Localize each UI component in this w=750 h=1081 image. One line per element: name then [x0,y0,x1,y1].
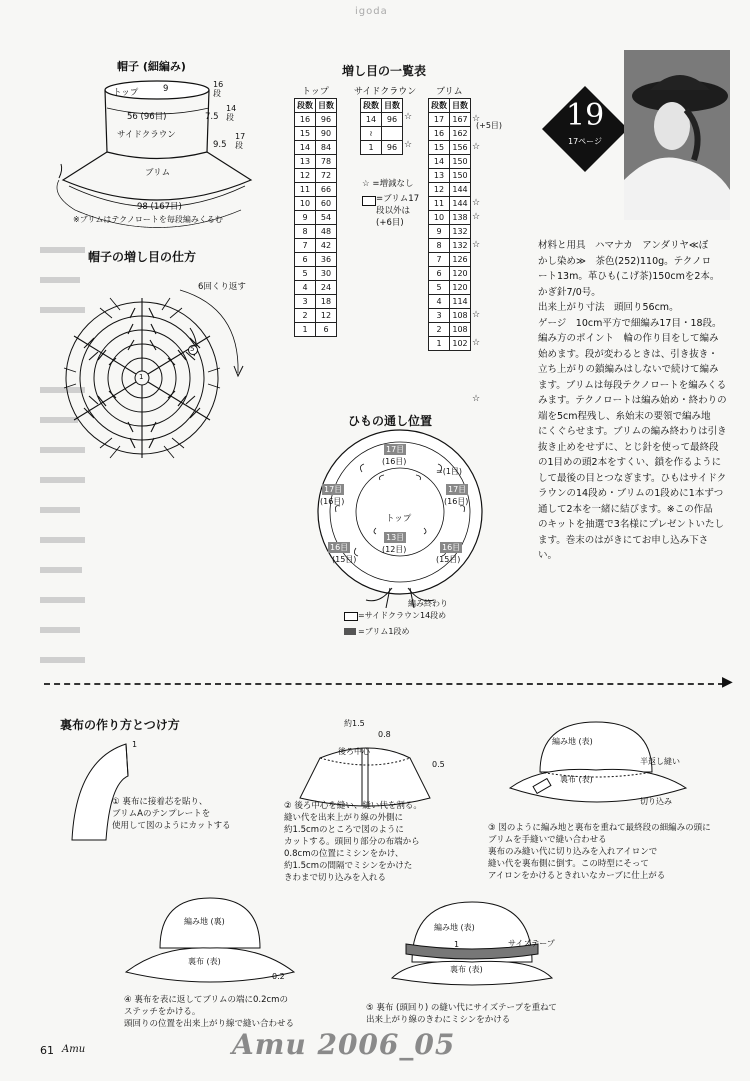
cord-15a: (15目) [332,555,357,564]
table-cell: 96 [382,141,403,155]
text-line: 通して2本を一緒に結びます。※この作品 [538,503,713,515]
step5-label-a: 編み地 (表) [434,923,475,932]
text-line: ③ 図のように編み地と裏布を重ねて最終段の細編みの頭に [488,823,711,833]
step5-label-c: 1 [454,940,460,949]
table-cell: 108 [450,309,471,323]
step1-label: 1 [132,740,138,749]
page-number: 61 [40,1044,54,1057]
text-line: 裏布のみ縫い代に切り込みを入れアイロンで [488,847,658,857]
cord-top: トップ [386,514,412,524]
table-cell: 30 [316,267,337,281]
legend-crown-swatch [344,612,358,621]
hdr-rows: 段数 [429,99,450,113]
text-line: ート13m。革ひも(こげ茶)150cmを2本。 [538,271,720,282]
step3-label-d: 切り込み [640,797,672,806]
table-row [429,155,471,169]
table-cell: ≀ [361,127,382,141]
step5-label-b: サイズテープ [508,939,555,948]
table-row [295,141,337,155]
table-row [429,141,471,155]
table-cell: 13 [429,169,450,183]
table-cell: 11 [295,183,316,197]
table-cell: 13 [295,155,316,169]
legend-box [362,196,376,206]
text-line: のキットを抽選で3名様にプレゼントいたし [538,519,724,530]
table-cell: 120 [450,281,471,295]
text-line: ます。ブリムは毎段テクノロートを編みくる [538,379,727,391]
table-cell: 60 [316,197,337,211]
step4-label-c: 0.2 [272,972,285,981]
increase-label-1: 1 [139,373,144,381]
text-line: の1目めの頭2本をすくい、鎖を作るように [538,457,722,468]
table-cell: 78 [316,155,337,169]
cord-16b: (16目) [320,497,345,506]
step5-label-d: 裏布 (表) [450,965,483,974]
table-cell: 5 [295,267,316,281]
product-number: 19 [566,98,605,133]
table-cell: 8 [295,225,316,239]
star-icon: ☆ [472,142,481,152]
table-row [295,323,337,337]
table-row [429,127,471,141]
hat-label-crown: サイドクラウン [117,130,176,140]
table-cell: 1 [295,323,316,337]
star-icon: ☆ [472,114,481,124]
table-row [429,225,471,239]
step1-pattern [66,740,186,850]
hdr-stitches: 目数 [382,99,403,113]
table-row [361,141,403,155]
table-cell: 14 [429,155,450,169]
table-row [429,211,471,225]
text-line: して最後の目とつなぎます。ひもはサイドク [538,472,727,484]
step2-label-b: 0.8 [378,730,391,739]
cord-17a: 17目 [386,445,405,454]
text-line: 縫い代を出来上がり線の外側に [284,813,404,823]
cord-15b: (15目) [436,555,461,564]
hat-label-brim: ブリム [145,168,171,178]
text-line: カットする。頭回り部分の布端から [284,837,420,847]
increase-method [50,248,280,468]
table-cell: 8 [429,239,450,253]
text-line: ゲージ 10cm平方で細編み17目・18段。 [538,317,722,329]
hat-label-top-count: 56 (96目) [127,112,167,122]
table-cell: 138 [450,211,471,225]
hdr-rows: 段数 [361,99,382,113]
table-cell: 9 [429,225,450,239]
table-cell: 5 [429,281,450,295]
table-cell: 10 [429,211,450,225]
table-cell: 12 [295,169,316,183]
table-cell: 11 [429,197,450,211]
table-row [295,239,337,253]
table-cell: 7 [429,253,450,267]
hat-label-top-rows: 9 [163,84,169,94]
legend-box-text-a: =ブリム17 [376,194,420,204]
hat-label-top: トップ [113,88,139,98]
hdr-rows: 段数 [295,99,316,113]
step2-label-d: 0.5 [432,760,445,769]
table-row [429,239,471,253]
table-cell: 2 [429,323,450,337]
increase-method-title: 帽子の増し目の仕方 [88,250,197,264]
cord-16a: (16目) [382,457,407,466]
table-row [429,253,471,267]
cord-end-label: 編み終わり [408,599,448,608]
step2-label-a: 約1.5 [344,719,365,728]
table-cell: 1 [361,141,382,155]
text-line: い。 [538,550,558,561]
table-cell: 108 [450,323,471,337]
legend-brim-text: =ブリム1段め [358,627,410,636]
cord-position-title: ひもの通し位置 [348,414,433,428]
table-cell: 18 [316,295,337,309]
hdr-stitches: 目数 [450,99,471,113]
table-cell: 4 [429,295,450,309]
cord-17c: 17目 [448,485,467,494]
cord-16c: (16目) [444,497,469,506]
table-row [429,113,471,127]
table-cell: 6 [429,267,450,281]
hat-note: ※ブリムはテクノロートを毎段編みくるむ [73,215,223,224]
hdr-stitches: 目数 [316,99,337,113]
star-icon: ☆ [472,394,481,404]
table-cell: 126 [450,253,471,267]
text-line: アイロンをかけるときれいなカーブに仕上がる [488,871,666,881]
text-line: 頭回りの位置を出来上がり線で縫い合わせる [124,1019,295,1029]
step2-label-c: 後ろ中心 [338,747,370,756]
table-cell: 102 [450,337,471,351]
table-row [295,211,337,225]
hat-label-brim-count: 98 (167目) [137,202,182,212]
hat-label-dim-14: 14段 [226,104,237,122]
star-icon: ☆ [472,310,481,320]
table-row [295,169,337,183]
text-line: 始めます。段が変わるときは、引き抜き・ [538,348,718,360]
table-cell: 16 [295,113,316,127]
section-divider [44,683,724,685]
increase-label-repeat: 6回くり返す [198,282,246,292]
text-line: かぎ針7/0号。 [538,286,601,298]
legend-crown-text: =サイドクラウン14段め [358,611,447,620]
table-cell: 72 [316,169,337,183]
step4-label-b: 裏布 (表) [188,957,221,966]
text-line: きわまで切り込みを入れる [284,873,387,883]
text-line: かし染め≫ 茶色(252)110g。テクノロ [538,255,712,267]
increase-label-5: 5 [190,345,195,353]
table-cell: 15 [429,141,450,155]
text-line: 材料と用具 ハマナカ アンダリヤ≪ぼ [538,240,709,251]
hat-diagram [45,58,285,238]
cord-position [300,412,500,652]
text-line: 約1.5cmのところで図のように [284,825,404,835]
table-cell: 144 [450,183,471,197]
table-row [429,197,471,211]
table-cell: 42 [316,239,337,253]
table-cell: 66 [316,183,337,197]
star-icon: ☆ [472,198,481,208]
text-line: 縫い代を裏布側に倒す。この時型にそって [488,859,649,869]
text-line: ステッチをかける。 [124,1007,201,1017]
hat-diagram-title: 帽子 (細編み) [117,60,186,73]
table-row [295,113,337,127]
text-line: ラウンの14段め・ブリムの1段めに1本ずつ [538,488,724,499]
table-cell: 132 [450,239,471,253]
text-line: ブリムAのテンプレートを [112,809,211,819]
table-cell: 1 [429,337,450,351]
table-cell: 167 [450,113,471,127]
table-row [429,337,471,351]
table-cell: 114 [450,295,471,309]
table-cell: 144 [450,197,471,211]
cord-1: =(1目) [436,467,463,476]
text-line: みます。テクノロートは編み始め・終わりの [538,395,727,406]
table-row [429,183,471,197]
legend-box-text-c: (+6目) [376,218,404,228]
star-icon: ☆ [472,338,481,348]
watermark: Amu 2006_05 [232,1028,456,1061]
product-instructions [538,238,738,564]
text-line: 出来上がり線のきわにミシンをかける [366,1015,511,1025]
text-line: 0.8cmの位置にミシンをかけ、 [284,849,404,859]
increase-chart [50,268,280,468]
header-site: igoda [355,6,388,17]
table-cell: 162 [450,127,471,141]
table-cell: 150 [450,169,471,183]
col-header-top: トップ [302,87,329,97]
table-row [295,225,337,239]
cord-16e: 16目 [442,543,461,552]
table-row [429,281,471,295]
table-cell: 90 [316,127,337,141]
table-row [295,309,337,323]
table-cell: 12 [429,183,450,197]
table-cell: 14 [361,113,382,127]
table-row [429,323,471,337]
table-cell [382,127,403,141]
cord-17b: 17目 [324,485,343,494]
table-row [295,295,337,309]
table-cell: 36 [316,253,337,267]
table-row [429,295,471,309]
text-line: 抜き止めをせずに、とじ針を使って最終段 [538,441,719,453]
table-cell: 12 [316,309,337,323]
star-icon: ☆ [404,140,413,150]
text-line: ② 後ろ中心を縫い、縫い代を割る。 [284,801,422,811]
table-cell: 120 [450,267,471,281]
step3-label-c: 裏布 (表) [560,775,593,784]
table-row [295,127,337,141]
table-cell: 3 [429,309,450,323]
col-header-brim: ブリム [436,87,463,97]
table-row [361,127,403,141]
table-row [361,113,403,127]
divider-arrow-icon: ▶ [722,674,733,690]
text-line: 端を5cm程残し、糸始末の要領で編み地 [538,410,711,422]
table-cell: 15 [295,127,316,141]
brim-increase-table [428,98,471,351]
table-cell: 3 [295,295,316,309]
text-line: ④ 裏布を表に返してブリムの端に0.2cmの [124,995,288,1005]
step3-label-b: 半返し縫い [640,757,680,766]
step4-text [124,994,294,1030]
table-cell: 156 [450,141,471,155]
model-photo-illustration [624,50,730,220]
step1-text [112,796,231,832]
table-row [295,155,337,169]
table-cell: 16 [429,127,450,141]
text-line: 約1.5cmの間隔でミシンをかけた [284,861,413,871]
text-line: ① 裏布に接着芯を貼り、 [112,797,208,807]
table-cell: 9 [295,211,316,225]
magazine-name: Amu [62,1044,86,1055]
legend-box-text-b: 段以外は [376,206,411,216]
lining-title: 裏布の作り方とつけ方 [60,718,180,732]
text-line: 立ち上がりの鎖編みはしないで続けて編み [538,364,719,375]
table-cell: 84 [316,141,337,155]
step5-text [366,1002,557,1026]
table-cell: 96 [382,113,403,127]
table-row [429,309,471,323]
step2-text [284,800,422,884]
table-row [295,267,337,281]
table-cell: 2 [295,309,316,323]
table-cell: 132 [450,225,471,239]
increase-table-section [290,62,520,404]
table-row [295,253,337,267]
product-photo [624,50,730,220]
table-cell: 48 [316,225,337,239]
table-row [295,197,337,211]
table-cell: 24 [316,281,337,295]
table-cell: 6 [295,253,316,267]
crown-increase-table [360,98,403,155]
star-icon: ☆ [472,212,481,222]
cord-13: 13目 [386,533,405,542]
increase-table-title: 増し目の一覧表 [342,64,427,78]
brim-note-17: (+5目) [476,121,503,130]
legend-star: ☆ =増減なし [362,179,414,189]
text-line: 使用して図のようにカットする [112,821,231,831]
col-header-crown: サイドクラウン [354,87,417,97]
table-cell: 10 [295,197,316,211]
step3-label-a: 編み地 (表) [552,737,593,746]
hat-label-dim-16: 16段 [213,80,224,98]
cord-16d: 16目 [330,543,349,552]
step3-text [488,822,711,882]
table-cell: 96 [316,113,337,127]
table-row [295,183,337,197]
product-page-ref: 17ページ [568,137,603,146]
legend-brim-swatch [344,628,356,635]
table-cell: 54 [316,211,337,225]
table-cell: 150 [450,155,471,169]
text-line: ます。巻末のはがきにてお申し込み下さ [538,534,709,546]
product-badge [540,84,630,174]
text-line: ⑤ 裏布 (頭回り) の縫い代にサイズテープを重ねて [366,1003,557,1013]
table-cell: 4 [295,281,316,295]
text-line: 編み方のポイント 輪の作り目をして編み [538,333,719,344]
hat-label-dim-95: 9.5 [213,140,227,150]
star-icon: ☆ [404,112,413,122]
table-row [429,267,471,281]
table-cell: 6 [316,323,337,337]
hat-label-dim-75: 7.5 [205,112,219,122]
text-line: ブリムを手縫いで縫い合わせる [488,835,607,845]
table-row [429,169,471,183]
text-line: 出来上がり寸法 頭回り56cm。 [538,302,679,313]
table-cell: 14 [295,141,316,155]
table-cell: 7 [295,239,316,253]
text-line: にくぐらせます。ブリムの編み終わりは引き [538,426,727,437]
top-increase-table [294,98,337,337]
table-cell: 17 [429,113,450,127]
step4-label-a: 編み地 (裏) [184,917,225,926]
cord-12: (12目) [382,545,407,554]
table-row [295,281,337,295]
hat-label-dim-17: 17段 [235,132,246,150]
star-icon: ☆ [472,240,481,250]
